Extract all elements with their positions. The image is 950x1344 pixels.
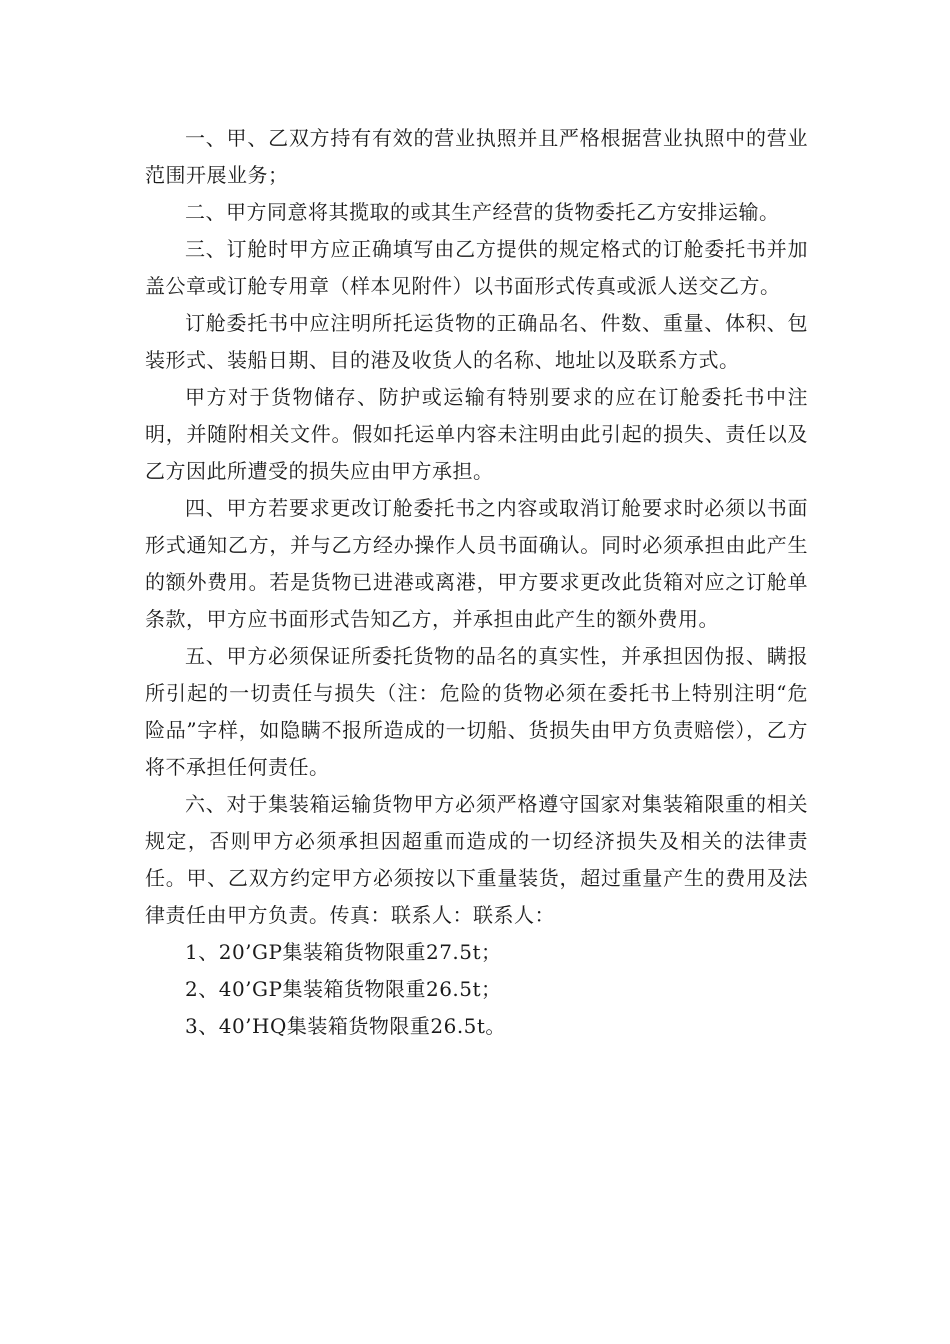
list-item-2: 2、40’GP集装箱货物限重26.5t； (185, 977, 502, 1001)
list-item-1: 1、20’GP集装箱货物限重27.5t； (185, 940, 502, 964)
list-item-3: 3、40’HQ集装箱货物限重26.5t。 (185, 1014, 506, 1038)
paragraph-4: 订舱委托书中应注明所托运货物的正确品名、件数、重量、体积、包装形式、装船日期、目的港及收货人的名称、地址以及联系方式。 (145, 311, 808, 372)
paragraph-2: 二、甲方同意将其揽取的或其生产经营的货物委托乙方安排运输。 (185, 200, 780, 224)
paragraph-6: 四、甲方若要求更改订舱委托书之内容或取消订舱要求时必须以书面形式通知乙方，并与乙方经办操作人员书面确认。同时必须承担由此产生的额外费用。若是货物已进港或离港，甲方要求更改此货箱对应之订舱单条款，甲方应书面形式告知乙方，并承担由此产生的额外费用。 (145, 496, 808, 631)
document-page (145, 120, 808, 1045)
paragraph-3: 三、订舱时甲方应正确填写由乙方提供的规定格式的订舱委托书并加盖公章或订舱专用章（样本见附件）以书面形式传真或派人送交乙方。 (145, 237, 808, 298)
paragraph-5: 甲方对于货物储存、防护或运输有特别要求的应在订舱委托书中注明，并随附相关文件。假如托运单内容未注明由此引起的损失、责任以及乙方因此所遭受的损失应由甲方承担。 (145, 385, 808, 483)
paragraph-1: 一、甲、乙双方持有有效的营业执照并且严格根据营业执照中的营业范围开展业务； (145, 126, 808, 187)
paragraph-8: 六、对于集装箱运输货物甲方必须严格遵守国家对集装箱限重的相关规定，否则甲方必须承担因超重而造成的一切经济损失及相关的法律责任。甲、乙双方约定甲方必须按以下重量装货，超过重量产生的费用及法律责任由甲方负责。传真：联系人：联系人： (145, 792, 808, 927)
paragraph-7: 五、甲方必须保证所委托货物的品名的真实性，并承担因伪报、瞒报所引起的一切责任与损失（注：危险的货物必须在委托书上特别注明“危险品”字样，如隐瞒不报所造成的一切船、货损失由甲方负责赔偿），乙方将不承担任何责任。 (145, 644, 808, 779)
